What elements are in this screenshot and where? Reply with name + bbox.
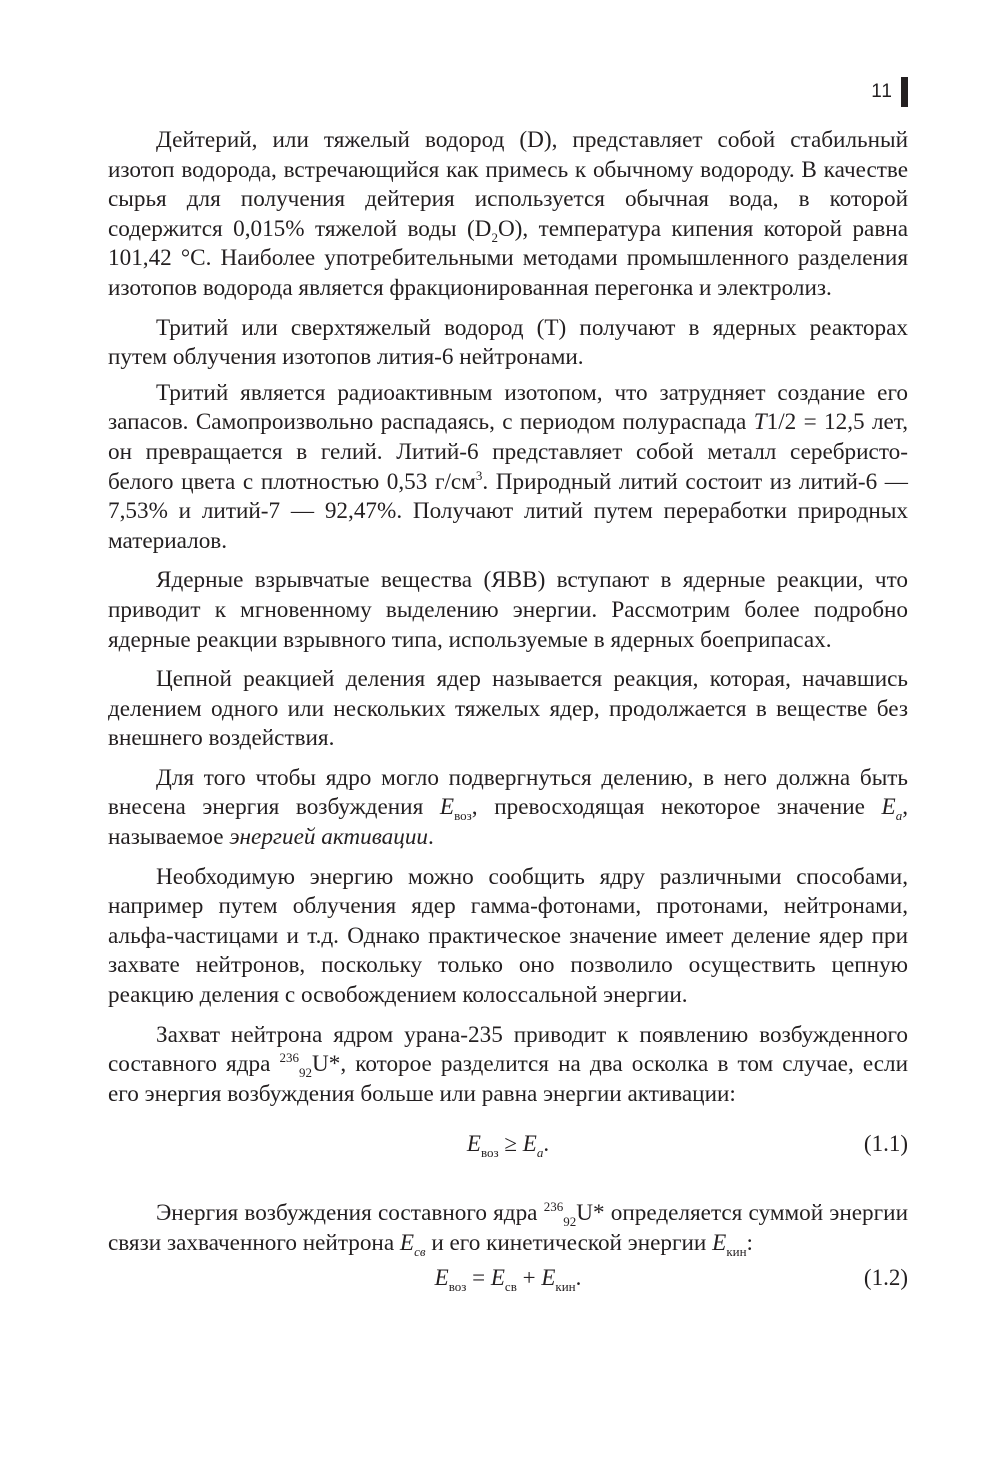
paragraph-energy-sources: Необходимую энергию можно сообщить ядру различными способами, например путем облучения ядер гамма-фотонами, протонами, нейтронами, альфа-частицами и т.д. Однако практическое значение имеет деление ядер при захвате нейтронов, поскольку только оно позволило осуществить цепную реакцию деления с освобождением колоссальной энергии. [108, 863, 908, 1009]
formula-1-1-expression: $E_{воз} \ge E_a$. [466, 1131, 550, 1161]
equation-number: (1.2) [863, 1264, 908, 1290]
paragraph-activation-energy: Для того чтобы ядро могло подвергнуться делению, в него должна быть внесена энергия возбуждения $E_{воз}$, превосходящая некоторое значение $E_a$, называемое энергией активации. [108, 764, 909, 851]
page-number: 11 [871, 81, 893, 102]
paragraph-excitation-energy: Энергия возбуждения составного ядра $^{236}_{92}$U* определяется суммой энергии связи захваченного нейтрона $E_{св}$ и его кинетической энергии $E_{кин}$: [108, 1199, 908, 1259]
paragraph-tritium-production: Тритий или сверхтяжелый водород (T) получают в ядерных реакторах путем облучения изотопов лития-6 нейтронами. [108, 314, 908, 371]
paragraph-deuterium: Дейтерий, или тяжелый водород (D), представляет собой стабильный изотоп водорода, встречающийся как примесь к обычному водороду. В качестве сырья для получения дейтерия используется обычная вода, в которой содержится 0,015% тяжелой воды $(D_2O)$, температура кипения которой равна 101,42 °С. Наиболее употребительными методами промышленного разделения изотопов водорода является фракционированная перегонка и электролиз. [108, 127, 908, 301]
header-bar [901, 77, 908, 107]
paragraph-uranium-capture: Захват нейтрона ядром урана-235 приводит к появлению возбужденного составного ядра $^{236}_{92}$U*, которое разделится на два осколка в том случае, если его энергия возбуждения больше или равна энергии активации: [108, 1021, 908, 1107]
page-header [871, 76, 908, 108]
formula-1-2 [108, 1265, 908, 1307]
paragraph-tritium-decay: Тритий является радиоактивным изотопом, что затрудняет создание его запасов. Самопроизвольно распадаясь, с периодом полураспада T1/2 = 12,5 лет, он превращается в гелий. Литий-6 представляет собой металл серебристо-белого цвета с плотностью 0,53 $г/см^3$. Природный литий состоит из литий-6 — 7,53% и литий-7 — 92,47%. Получают литий путем переработки природных материалов. [108, 379, 908, 554]
equation-number: (1.1) [863, 1131, 908, 1157]
formula-1-1 [108, 1131, 908, 1173]
paragraph-chain-reaction: Цепной реакцией деления ядер называется реакция, которая, начавшись делением одного или нескольких тяжелых ядер, продолжается в веществе без внешнего воздействия. [108, 666, 908, 752]
term-activation-energy: энергией активации [229, 824, 429, 851]
body-text [108, 126, 908, 1325]
formula-1-2-expression: $E_{воз} = E_{св} + E_{кин}$. [434, 1264, 582, 1294]
paragraph-nuclear-explosives: Ядерные взрывчатые вещества (ЯВВ) вступают в ядерные реакции, что приводит к мгновенному выделению энергии. Рассмотрим более подробно ядерные реакции взрывного типа, используемые в ядерных боеприпасах. [108, 567, 908, 653]
